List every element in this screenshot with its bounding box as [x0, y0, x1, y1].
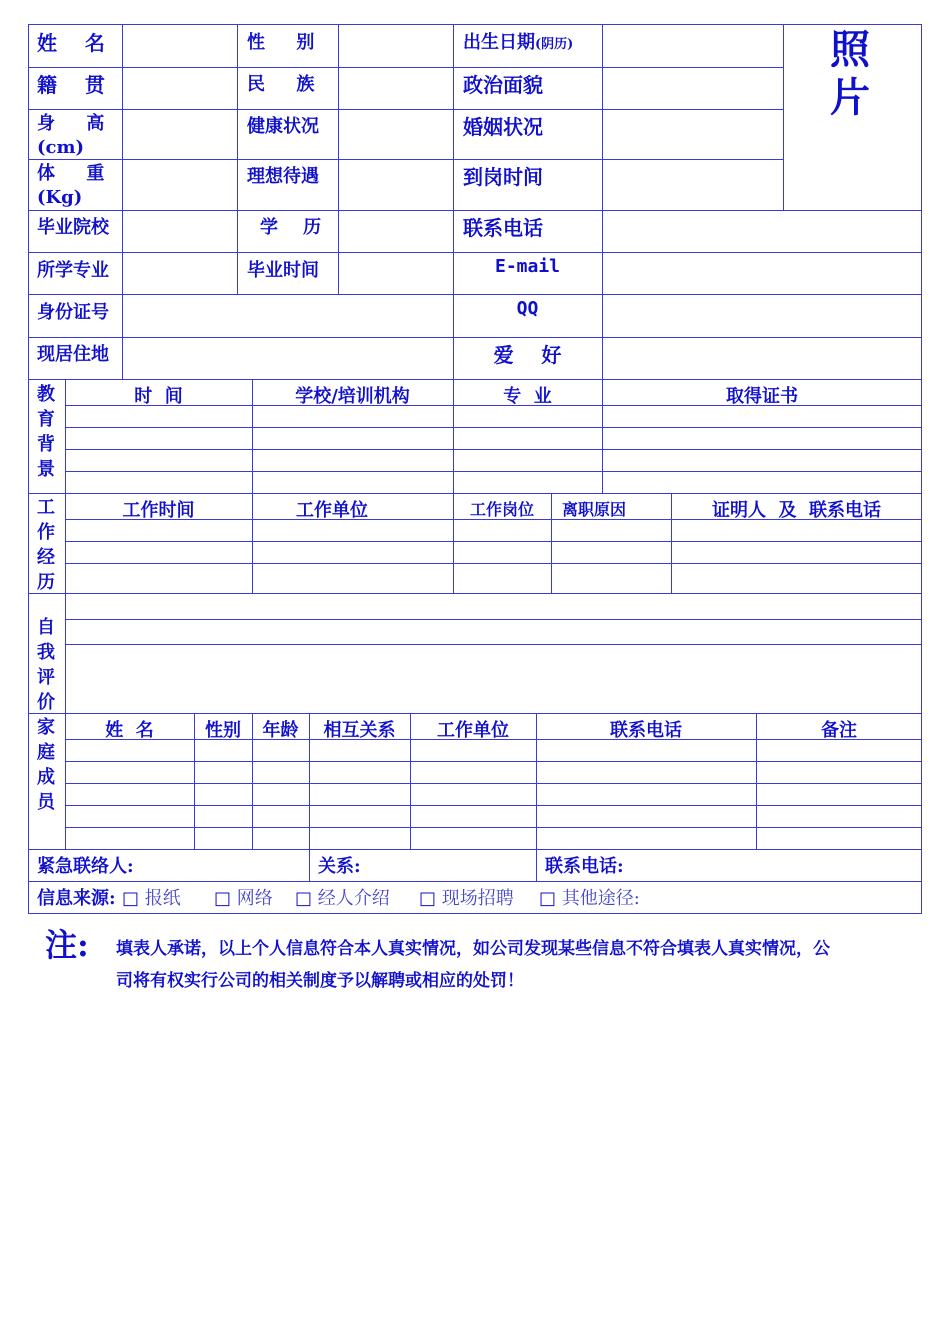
grid-line — [65, 541, 922, 542]
label-school: 毕业院校 — [37, 217, 109, 238]
label-weight-1: 体 重 — [37, 163, 105, 184]
label-salary: 理想待遇 — [247, 166, 319, 187]
label-political: 政治面貌 — [463, 73, 543, 97]
photo-label — [820, 26, 880, 122]
family-side-char: 员 — [37, 792, 55, 813]
grid-line — [28, 337, 922, 338]
grid-line — [28, 294, 922, 295]
label-id-number: 身份证号 — [37, 302, 109, 323]
grid-line — [65, 783, 922, 784]
label-hobby: 爱 好 — [493, 343, 562, 367]
family-side-char: 庭 — [37, 742, 55, 763]
info-source-option-label: 经人介绍 — [317, 888, 390, 909]
education-side-label — [36, 382, 56, 482]
checkbox-icon[interactable]: □ — [214, 888, 232, 909]
work-header-position: 工作岗位 — [469, 500, 534, 519]
family-side-char: 家 — [37, 717, 55, 738]
label-email: E-mail — [494, 256, 561, 277]
grid-line — [65, 827, 922, 828]
grid-line — [28, 210, 922, 211]
grid-line — [65, 471, 922, 472]
education-header-time: 时 间 — [134, 386, 183, 407]
family-side-char: 成 — [37, 767, 55, 788]
info-source-option-label: 报纸 — [144, 888, 181, 909]
self-eval-side-char: 评 — [37, 667, 55, 688]
education-header-cert: 取得证书 — [726, 386, 798, 407]
work-side-char: 历 — [37, 572, 55, 593]
grid-line — [28, 159, 784, 160]
education-side-char: 育 — [37, 409, 55, 430]
grid-line — [28, 849, 922, 850]
emergency-relation-label: 关系: — [318, 856, 361, 877]
family-header-company: 工作单位 — [437, 720, 509, 741]
grid-line — [65, 427, 922, 428]
label-health: 健康状况 — [247, 116, 319, 137]
label-arrival: 到岗时间 — [463, 165, 543, 189]
grid-line — [28, 593, 922, 594]
info-source-option[interactable] — [419, 884, 514, 910]
label-birthdate — [463, 28, 573, 54]
grid-line — [28, 67, 784, 68]
checkbox-icon[interactable]: □ — [295, 888, 313, 909]
grid-line — [28, 493, 922, 494]
grid-line — [65, 644, 922, 645]
label-marital: 婚姻状况 — [463, 115, 543, 139]
note-line-1: 填表人承诺，以上个人信息符合本人真实情况，如公司发现某些信息不符合填表人真实情况，公 — [116, 939, 830, 959]
info-source-label: 信息来源: — [37, 888, 116, 909]
checkbox-icon[interactable]: □ — [122, 888, 140, 909]
grid-line — [28, 109, 784, 110]
label-major: 所学专业 — [37, 260, 109, 281]
label-birthdate-note: (阴历) — [535, 37, 574, 52]
info-source-option-label: 网络 — [236, 888, 273, 909]
work-side-label — [36, 495, 56, 595]
work-header-reference: 证明人 及 联系电话 — [711, 500, 882, 521]
photo-label-1: 照 — [830, 26, 870, 73]
grid-line — [65, 761, 922, 762]
label-weight-2: (Kg) — [37, 187, 83, 208]
label-qq: QQ — [516, 298, 539, 319]
education-side-char: 背 — [37, 434, 55, 455]
label-weight — [37, 162, 104, 210]
info-source-option[interactable] — [295, 884, 390, 910]
checkbox-icon[interactable]: □ — [539, 888, 557, 909]
family-header-relation: 相互关系 — [323, 720, 396, 741]
family-header-gender: 性别 — [205, 720, 241, 741]
family-header-age: 年龄 — [262, 720, 299, 741]
grid-line — [65, 449, 922, 450]
work-header-company: 工作单位 — [296, 500, 368, 521]
self-eval-side-char: 自 — [37, 617, 55, 638]
info-source-option[interactable] — [122, 884, 181, 910]
grid-line — [65, 593, 66, 713]
work-side-char: 作 — [37, 522, 55, 543]
label-grad-time: 毕业时间 — [247, 260, 319, 281]
family-header-phone: 联系电话 — [610, 720, 682, 741]
grid-line — [28, 252, 922, 253]
label-name: 姓 名 — [37, 31, 105, 55]
self-eval-side-char: 价 — [37, 692, 55, 713]
self-eval-side-label — [36, 615, 56, 715]
family-side-label — [36, 715, 56, 815]
checkbox-icon[interactable]: □ — [419, 888, 437, 909]
family-header-name: 姓 名 — [105, 720, 154, 741]
grid-line — [28, 379, 922, 380]
grid-line — [237, 24, 238, 294]
label-height-2: (cm) — [37, 137, 85, 158]
education-side-char: 教 — [37, 384, 55, 405]
grid-line — [28, 881, 922, 882]
label-height — [37, 112, 104, 160]
label-ethnic: 民 族 — [247, 74, 315, 95]
family-header-remark: 备注 — [821, 720, 857, 741]
grid-line — [602, 24, 603, 379]
work-header-reason: 离职原因 — [561, 500, 626, 519]
info-source-option-label: 其他途径: — [561, 888, 640, 909]
label-address: 现居住地 — [37, 344, 109, 365]
grid-line — [338, 24, 339, 294]
work-side-char: 工 — [37, 497, 55, 518]
grid-line — [65, 619, 922, 620]
form-border — [28, 24, 922, 914]
label-gender: 性 别 — [247, 32, 315, 53]
grid-line — [122, 24, 123, 379]
emergency-contact-label: 紧急联络人: — [37, 856, 134, 877]
info-source-option[interactable] — [539, 884, 640, 910]
note-title: 注: — [45, 926, 89, 964]
education-header-school: 学校/培训机构 — [295, 386, 410, 407]
grid-line — [65, 805, 922, 806]
grid-line — [783, 24, 784, 210]
info-source-option[interactable] — [214, 884, 273, 910]
label-degree: 学 历 — [260, 217, 322, 238]
education-header-major: 专 业 — [503, 386, 552, 407]
label-native: 籍 贯 — [37, 73, 105, 97]
grid-line — [453, 24, 454, 379]
emergency-phone-label: 联系电话: — [545, 856, 624, 877]
grid-line — [65, 563, 922, 564]
work-header-time: 工作时间 — [122, 500, 195, 521]
info-source-option-label: 现场招聘 — [441, 888, 514, 909]
photo-label-2: 片 — [830, 74, 870, 121]
label-phone: 联系电话 — [463, 216, 543, 240]
label-height-1: 身 高 — [37, 113, 105, 134]
self-eval-side-char: 我 — [37, 642, 55, 663]
grid-line — [28, 713, 922, 714]
label-birthdate-text: 出生日期 — [463, 32, 535, 53]
work-side-char: 经 — [37, 547, 55, 568]
note-line-2: 司将有权实行公司的相关制度予以解聘或相应的处罚！ — [116, 971, 524, 991]
education-side-char: 景 — [37, 459, 55, 480]
